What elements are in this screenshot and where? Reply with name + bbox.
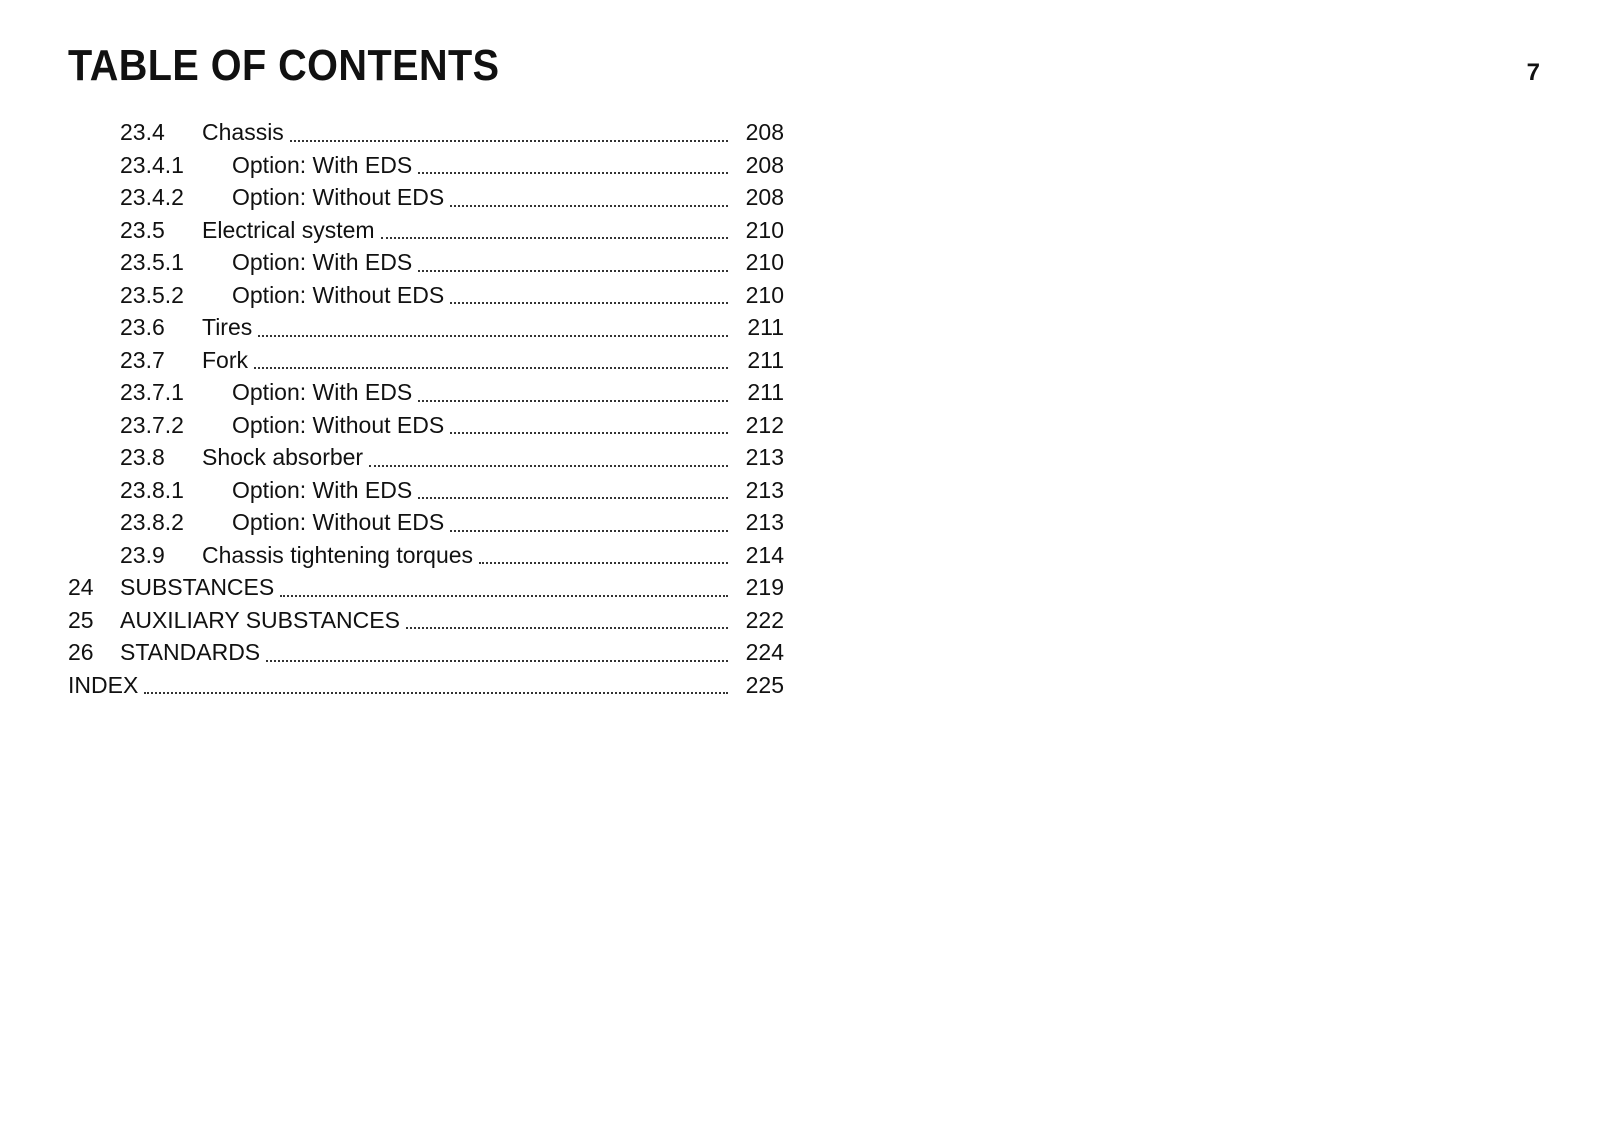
toc-entry-number: 23.7.1 — [120, 379, 184, 405]
toc-entry-page: 210 — [745, 249, 784, 275]
toc-entry[interactable] — [68, 116, 784, 149]
toc-entry-number: 23.4 — [120, 119, 165, 145]
toc-entry-title: STANDARDS — [120, 636, 264, 669]
toc-entry-number: 26 — [68, 639, 94, 665]
dot-leader — [266, 659, 728, 662]
page-number: 7 — [1526, 59, 1540, 86]
toc-entry-title: Option: With EDS — [232, 149, 416, 182]
table-of-contents — [68, 116, 784, 701]
toc-entry-number: 23.7 — [120, 346, 165, 373]
toc-entry-page: 211 — [747, 379, 784, 405]
dot-leader — [418, 171, 728, 174]
toc-entry-page: 211 — [747, 346, 784, 373]
toc-entry[interactable] — [68, 149, 784, 182]
toc-entry-page: 208 — [745, 184, 784, 210]
toc-entry-page: 210 — [745, 216, 784, 243]
toc-entry-number: 23.4.1 — [120, 151, 184, 178]
dot-leader — [450, 301, 728, 304]
dot-leader — [418, 496, 728, 499]
toc-entry-title: Chassis tightening torques — [202, 539, 477, 572]
toc-entry-title: Electrical system — [202, 214, 379, 247]
dot-leader — [418, 399, 728, 402]
toc-entry-page: 214 — [745, 541, 784, 568]
toc-entry-title: INDEX — [68, 669, 142, 702]
toc-entry-number: 23.8.2 — [120, 509, 184, 535]
toc-entry-number: 24 — [68, 574, 94, 600]
toc-entry[interactable] — [68, 441, 784, 474]
toc-entry-title: AUXILIARY SUBSTANCES — [120, 604, 404, 637]
toc-entry-title: SUBSTANCES — [120, 571, 278, 604]
dot-leader — [406, 626, 728, 629]
dot-leader — [280, 594, 728, 597]
toc-entry-title: Option: Without EDS — [232, 181, 448, 214]
toc-entry-page: 208 — [745, 119, 784, 145]
dot-leader — [479, 561, 728, 564]
toc-entry-page: 211 — [747, 314, 784, 340]
dot-leader — [369, 464, 728, 467]
toc-entry-page: 225 — [745, 671, 784, 698]
toc-entry-title: Option: Without EDS — [232, 506, 448, 539]
toc-entry-title: Shock absorber — [202, 441, 367, 474]
toc-entry[interactable] — [68, 604, 784, 637]
toc-entry[interactable] — [68, 636, 784, 669]
toc-entry-page: 213 — [745, 476, 784, 503]
dot-leader — [144, 691, 728, 694]
toc-entry-title: Chassis — [202, 116, 288, 149]
toc-entry[interactable] — [68, 246, 784, 279]
dot-leader — [418, 269, 728, 272]
toc-entry-title: Option: With EDS — [232, 376, 416, 409]
toc-entry-page: 210 — [745, 281, 784, 308]
dot-leader — [450, 431, 728, 434]
toc-entry[interactable] — [68, 474, 784, 507]
toc-entry-page: 212 — [745, 411, 784, 438]
toc-entry-number: 23.5.2 — [120, 281, 184, 308]
toc-entry[interactable] — [68, 571, 784, 604]
toc-entry-number: 23.6 — [120, 314, 165, 340]
toc-entry-title: Option: Without EDS — [232, 279, 448, 312]
toc-entry-page: 213 — [745, 509, 784, 535]
toc-entry[interactable] — [68, 409, 784, 442]
toc-entry-number: 23.7.2 — [120, 411, 184, 438]
dot-leader — [258, 334, 728, 337]
toc-entry[interactable] — [68, 214, 784, 247]
toc-entry[interactable] — [68, 279, 784, 312]
toc-entry[interactable] — [68, 181, 784, 214]
dot-leader — [254, 366, 728, 369]
toc-entry-page: 219 — [745, 574, 784, 600]
toc-entry-title: Fork — [202, 344, 252, 377]
toc-entry-title: Option: With EDS — [232, 474, 416, 507]
dot-leader — [381, 236, 728, 239]
toc-entry-page: 213 — [745, 444, 784, 470]
toc-entry[interactable] — [68, 311, 784, 344]
toc-entry[interactable] — [68, 669, 784, 702]
toc-entry-page: 222 — [745, 606, 784, 633]
toc-entry[interactable] — [68, 539, 784, 572]
toc-entry[interactable] — [68, 376, 784, 409]
toc-entry-number: 23.4.2 — [120, 184, 184, 210]
toc-entry-number: 23.8.1 — [120, 476, 184, 503]
toc-entry[interactable] — [68, 344, 784, 377]
toc-entry-title: Tires — [202, 311, 256, 344]
dot-leader — [450, 529, 728, 532]
toc-entry-number: 23.5.1 — [120, 249, 184, 275]
dot-leader — [450, 204, 728, 207]
toc-entry-number: 23.8 — [120, 444, 165, 470]
toc-entry-number: 25 — [68, 606, 94, 633]
page-title: TABLE OF CONTENTS — [68, 41, 500, 90]
toc-entry-page: 224 — [745, 639, 784, 665]
toc-entry-page: 208 — [745, 151, 784, 178]
toc-entry-number: 23.5 — [120, 216, 165, 243]
toc-entry[interactable] — [68, 506, 784, 539]
toc-entry-number: 23.9 — [120, 541, 165, 568]
toc-entry-title: Option: Without EDS — [232, 409, 448, 442]
toc-entry-title: Option: With EDS — [232, 246, 416, 279]
dot-leader — [290, 139, 728, 142]
